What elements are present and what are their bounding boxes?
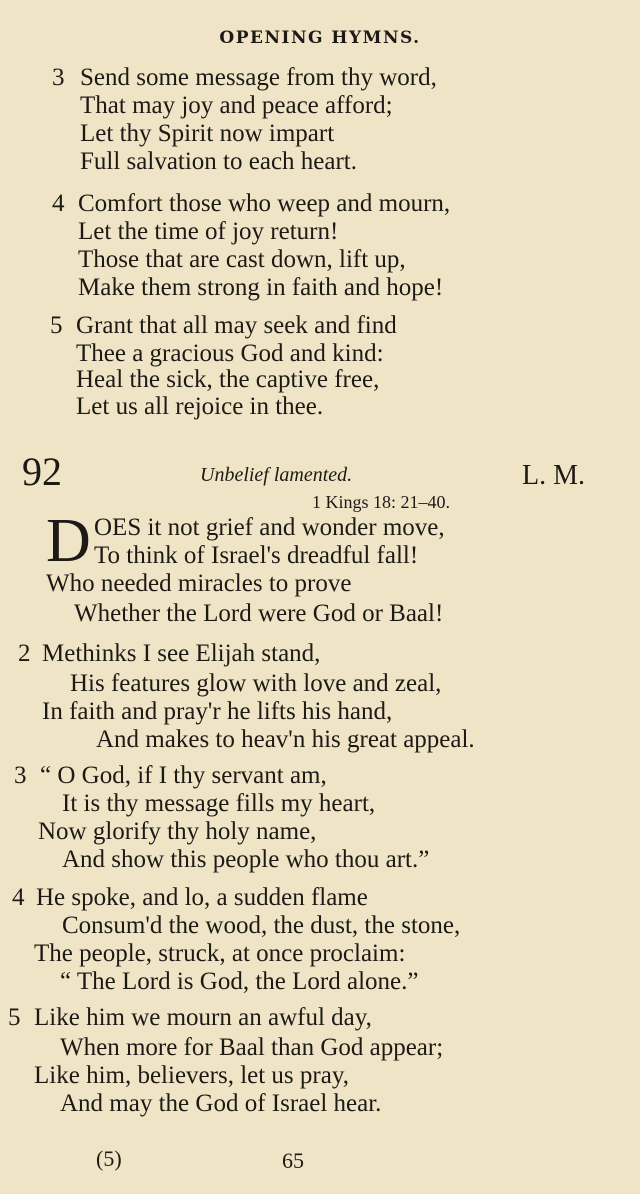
verse-line: Comfort those who weep and mourn,: [78, 190, 451, 217]
verse-line: To think of Israel's dreadful fall!: [94, 542, 419, 569]
verse-line: Consum'd the wood, the dust, the stone,: [62, 912, 461, 939]
verse-line: Let thy Spirit now impart: [80, 120, 335, 147]
verse-line: Heal the sick, the captive free,: [76, 366, 380, 393]
stanza-number: 5: [8, 1004, 21, 1031]
verse-line: Like him, believers, let us pray,: [34, 1062, 349, 1089]
verse-line: Thee a gracious God and kind:: [76, 340, 384, 367]
stanza-number: 4: [12, 884, 25, 911]
verse-line: And may the God of Israel hear.: [60, 1090, 382, 1117]
verse-line: Let the time of joy return!: [78, 218, 339, 245]
verse-line: Those that are cast down, lift up,: [78, 246, 406, 273]
verse-line: Who needed miracles to prove: [46, 570, 352, 597]
verse-line: That may joy and peace afford;: [80, 92, 393, 119]
verse-line: In faith and pray'r he lifts his hand,: [42, 698, 393, 725]
hymn-number: 92: [22, 449, 62, 494]
verse-line: It is thy message fills my heart,: [62, 790, 376, 817]
stanza-number: 2: [18, 640, 31, 667]
verse-line: Full salvation to each heart.: [80, 148, 358, 175]
verse-line: “ The Lord is God, the Lord alone.”: [60, 968, 419, 995]
stanza-number: 4: [52, 190, 65, 217]
hymn-meter: L. M.: [522, 460, 585, 491]
verse-line: Grant that all may seek and find: [76, 312, 397, 339]
verse-line: Send some message from thy word,: [80, 64, 437, 91]
verse-line: “ O God, if I thy servant am,: [40, 762, 327, 789]
verse-line: Methinks I see Elijah stand,: [42, 640, 321, 667]
verse-line: His features glow with love and zeal,: [70, 670, 442, 697]
stanza-number: 3: [14, 762, 27, 789]
verse-line: Whether the Lord were God or Baal!: [74, 600, 444, 627]
verse-line: He spoke, and lo, a sudden flame: [36, 884, 368, 911]
verse-line: When more for Baal than God appear;: [60, 1034, 444, 1061]
drop-cap: D: [46, 507, 91, 575]
verse-line: OES it not grief and wonder move,: [94, 514, 445, 541]
verse-line: And show this people who thou art.”: [62, 846, 430, 873]
stanza-number: 3: [52, 64, 65, 91]
hymn-subject: Unbelief lamented.: [200, 464, 353, 486]
verse-line: Now glorify thy holy name,: [38, 818, 317, 845]
page-number: 65: [282, 1148, 304, 1173]
signature-mark: (5): [96, 1146, 122, 1171]
verse-line: And makes to heav'n his great appeal.: [96, 726, 475, 753]
running-head: OPENING HYMNS.: [219, 28, 421, 48]
stanza-number: 5: [50, 312, 63, 339]
verse-line: The people, struck, at once proclaim:: [34, 940, 406, 967]
verse-line: Like him we mourn an awful day,: [34, 1004, 372, 1031]
verse-line: Let us all rejoice in thee.: [76, 393, 324, 420]
scripture-reference: 1 Kings 18: 21–40.: [312, 492, 451, 512]
verse-line: Make them strong in faith and hope!: [78, 274, 444, 301]
